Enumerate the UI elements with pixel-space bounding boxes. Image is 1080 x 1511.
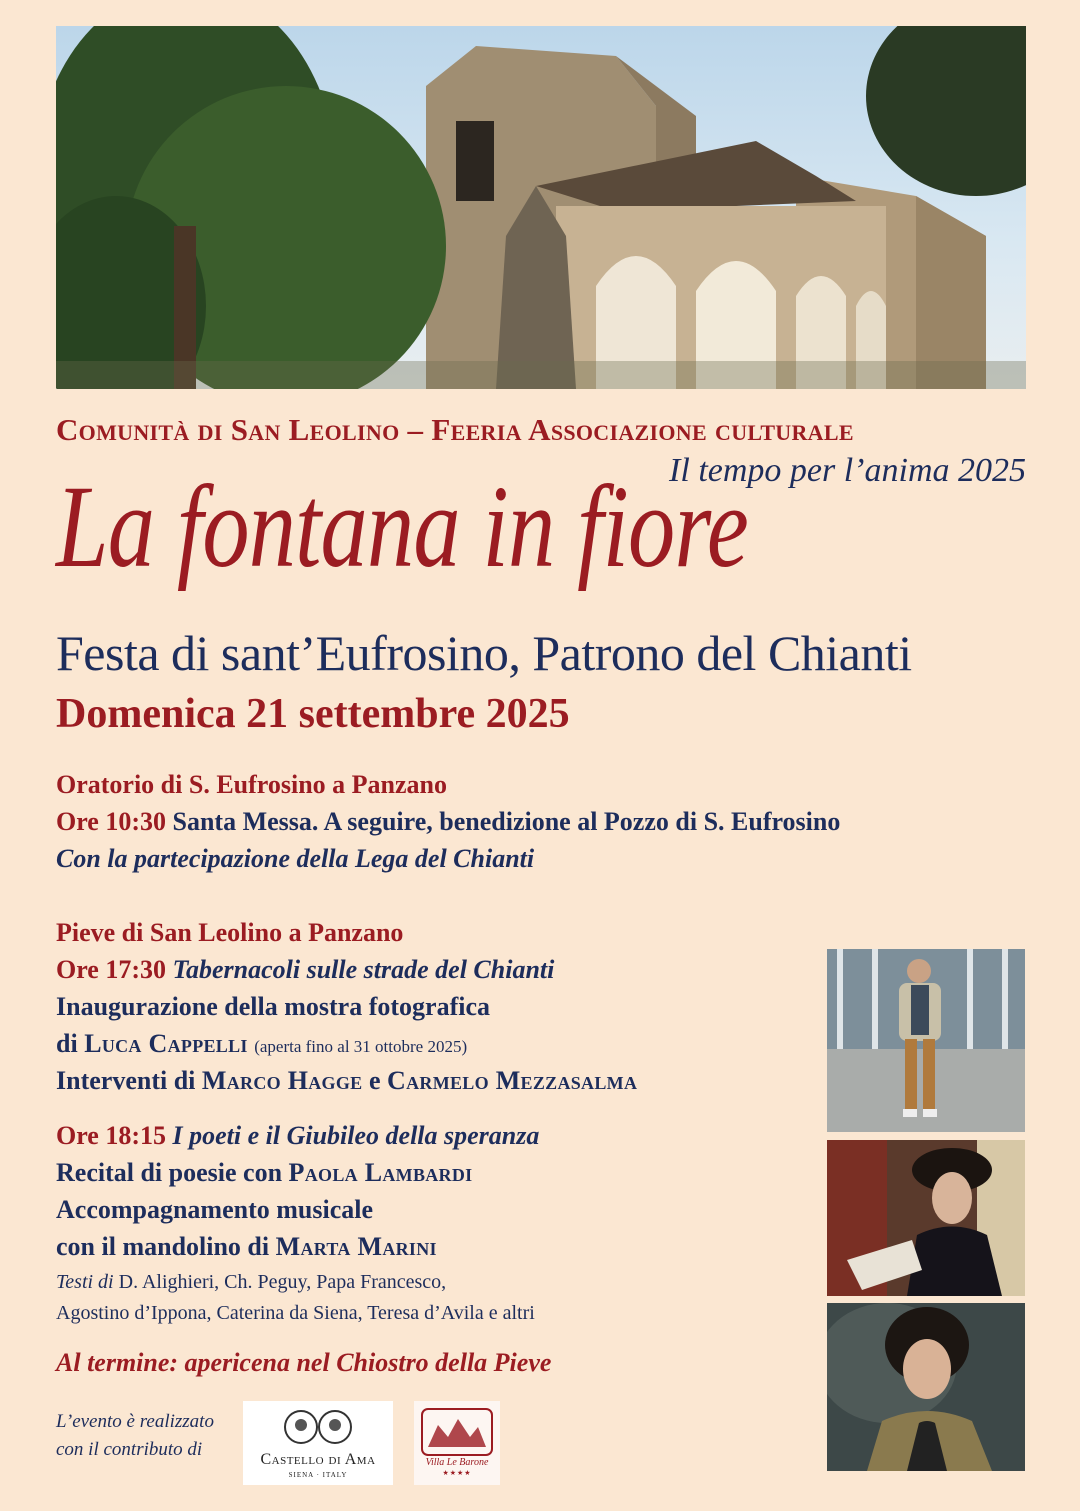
villa-le-barone-stars: ★★★★ bbox=[442, 1469, 472, 1477]
recital-line bbox=[56, 1158, 472, 1188]
castello-di-ama-subtitle: SIENA · ITALY bbox=[288, 1471, 348, 1479]
villa-le-barone-logo bbox=[414, 1401, 500, 1485]
photo-marta-marini bbox=[827, 1303, 1025, 1471]
photo-luca-cappelli bbox=[827, 949, 1025, 1132]
morning-venue: Oratorio di S. Eufrosino a Panzano bbox=[56, 770, 448, 799]
exhibition-line: Inaugurazione della mostra fotografica bbox=[56, 992, 491, 1021]
time-1815: Ore 18:15 bbox=[56, 1121, 166, 1150]
texts-authors-1: D. Alighieri, Ch. Peguy, Papa Francesco, bbox=[118, 1271, 447, 1293]
texts-line-1 bbox=[56, 1271, 446, 1294]
photographer-prefix: di bbox=[56, 1029, 78, 1058]
castello-di-ama-name: Castello di Ama bbox=[260, 1451, 376, 1468]
sponsor-credit-line-2: con il contributo di bbox=[56, 1439, 203, 1460]
morning-time: Ore 10:30 bbox=[56, 807, 166, 836]
organizers-line: Comunità di San Leolino – Feeria Associazione culturale bbox=[56, 412, 854, 447]
speakers-and: e bbox=[368, 1066, 381, 1095]
photo-paola-lambardi bbox=[827, 1140, 1025, 1296]
afternoon-venue: Pieve di San Leolino a Panzano bbox=[56, 918, 404, 947]
morning-description: Santa Messa. A seguire, benedizione al Pozzo di S. Eufrosino bbox=[172, 807, 841, 836]
mandolin-line bbox=[56, 1232, 437, 1262]
afternoon-schedule-2 bbox=[56, 1121, 539, 1151]
morning-note: Con la partecipazione della Lega del Chianti bbox=[56, 844, 535, 873]
closing-line: Al termine: apericena nel Chiostro della Pieve bbox=[56, 1348, 552, 1377]
morning-schedule bbox=[56, 807, 840, 837]
event-subtitle: Festa di sant’Eufrosino, Patrono del Chianti bbox=[56, 625, 912, 681]
reader-name: Paola Lambardi bbox=[288, 1158, 473, 1187]
exhibition-dates: (aperta fino al 31 ottobre 2025) bbox=[254, 1037, 468, 1056]
recital-prefix: Recital di poesie con bbox=[56, 1158, 283, 1187]
speakers-prefix: Interventi di bbox=[56, 1066, 196, 1095]
musician-name: Marta Marini bbox=[275, 1232, 437, 1261]
exhibition-title: Tabernacoli sulle strade del Chianti bbox=[172, 955, 555, 984]
photographer-line bbox=[56, 1029, 467, 1059]
photographer-name: Luca Cappelli bbox=[84, 1029, 248, 1058]
mandolin-prefix: con il mandolino di bbox=[56, 1232, 270, 1261]
sponsor-credit-line-1: L’evento è realizzato bbox=[56, 1411, 214, 1432]
hero-photo bbox=[56, 26, 1026, 389]
series-title: Il tempo per l’anima 2025 bbox=[669, 452, 1026, 489]
speaker-2: Carmelo Mezzasalma bbox=[387, 1066, 638, 1095]
texts-label: Testi di bbox=[56, 1271, 114, 1293]
recital-title: I poeti e il Giubileo della speranza bbox=[172, 1121, 540, 1150]
music-line: Accompagnamento musicale bbox=[56, 1195, 374, 1224]
event-date: Domenica 21 settembre 2025 bbox=[56, 691, 570, 737]
texts-line-2: Agostino d’Ippona, Caterina da Siena, Teresa d’Avila e altri bbox=[56, 1302, 535, 1324]
villa-le-barone-name: Villa Le Barone bbox=[425, 1457, 489, 1468]
afternoon-schedule-1 bbox=[56, 955, 554, 985]
sponsor-credit bbox=[56, 1408, 214, 1464]
castello-di-ama-logo bbox=[243, 1401, 393, 1485]
speakers-line bbox=[56, 1066, 637, 1096]
time-1730: Ore 17:30 bbox=[56, 955, 166, 984]
speaker-1: Marco Hagge bbox=[201, 1066, 363, 1095]
event-title: La fontana in fiore bbox=[56, 461, 748, 592]
